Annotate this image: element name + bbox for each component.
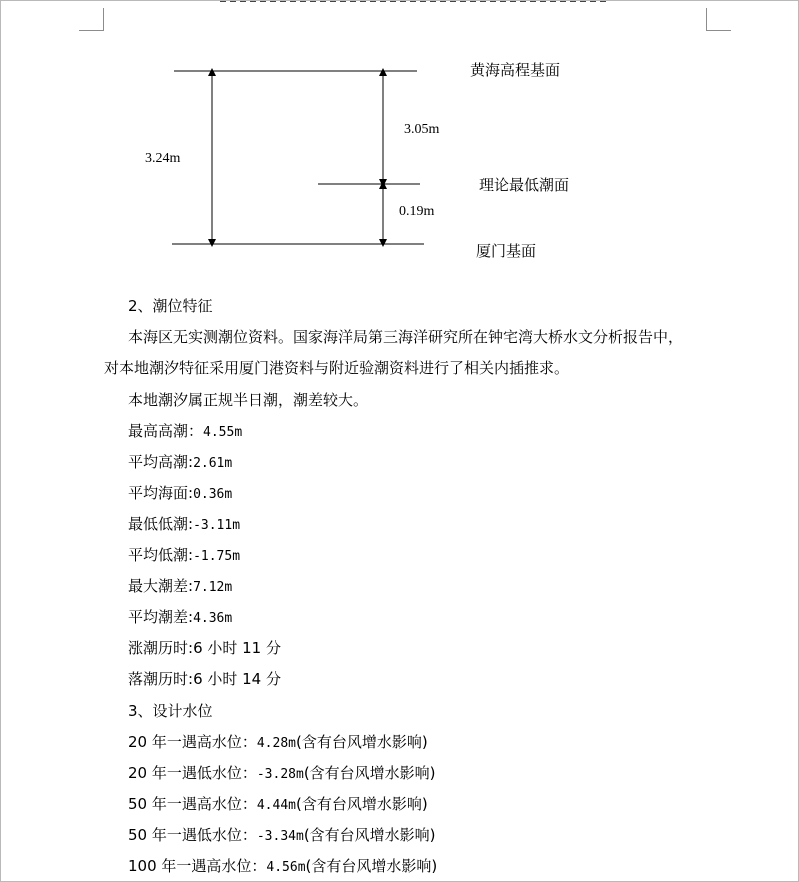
design-level-note: (含有台风增水影响): [303, 764, 436, 782]
duration-line: [128, 638, 281, 658]
design-level-note: (含有台风增水影响): [305, 857, 438, 875]
design-level-line: [128, 732, 428, 754]
stat-value: 0.36m: [193, 487, 233, 502]
section3-heading: 3、设计水位: [128, 702, 213, 720]
design-level-label: 50 年一遇高水位：: [128, 795, 257, 813]
stat-line: [128, 607, 232, 629]
datum-diagram: [0, 0, 799, 270]
lower-measure: 0.19m: [399, 204, 435, 219]
duration-label: 涨潮历时:: [128, 639, 194, 657]
stat-value: 4.36m: [193, 611, 233, 626]
design-level-value: 4.56m: [266, 860, 306, 875]
stat-line: [128, 483, 232, 505]
design-level-label: 100 年一遇高水位：: [128, 857, 267, 875]
paragraph-1-line-1: 本海区无实测潮位资料。国家海洋局第三海洋研究所在钟宅湾大桥水文分析报告中，: [128, 328, 684, 346]
design-level-line: [128, 856, 437, 878]
stat-line: [128, 452, 232, 474]
stat-value: 2.61m: [193, 456, 233, 471]
theoretical-low-label: 理论最低潮面: [479, 176, 570, 194]
design-level-line: [128, 825, 436, 847]
duration-value: 6 小时 11 分: [193, 639, 281, 657]
design-level-value: 4.44m: [256, 798, 296, 813]
paragraph-1-line-2: 对本地潮汐特征采用厦门港资料与附近验潮资料进行了相关内插推求。: [104, 359, 570, 377]
design-level-note: (含有台风增水影响): [296, 795, 428, 813]
stat-value: 7.12m: [193, 580, 233, 595]
xiamen-datum-label: 厦门基面: [476, 242, 537, 260]
yellow-sea-datum-label: 黄海高程基面: [470, 61, 561, 79]
stat-label: 最低低潮:: [128, 515, 194, 533]
datum-diagram-lines: [0, 0, 799, 270]
design-level-note: (含有台风增水影响): [303, 826, 436, 844]
design-level-value: -3.34m: [256, 829, 304, 844]
stat-line: [128, 421, 242, 443]
stat-line: [128, 545, 240, 567]
stat-value: 4.55m: [203, 425, 243, 440]
stat-label: 平均潮差:: [128, 608, 194, 626]
design-level-line: [128, 794, 428, 816]
duration-line: [128, 669, 281, 689]
stat-value: -3.11m: [193, 518, 241, 533]
duration-label: 落潮历时:: [128, 670, 194, 688]
total-measure: 3.24m: [145, 151, 181, 166]
design-level-note: (含有台风增水影响): [296, 733, 428, 751]
stat-label: 平均低潮:: [128, 546, 194, 564]
stat-label: 最大潮差:: [128, 577, 194, 595]
stat-value: -1.75m: [193, 549, 241, 564]
design-level-value: -3.28m: [256, 767, 304, 782]
paragraph-2: 本地潮汐属正规半日潮，潮差较大。: [128, 391, 369, 409]
duration-value: 6 小时 14 分: [193, 670, 281, 688]
design-level-label: 20 年一遇高水位：: [128, 733, 257, 751]
stat-line: [128, 576, 232, 598]
design-level-label: 20 年一遇低水位：: [128, 764, 257, 782]
stat-label: 平均高潮:: [128, 453, 194, 471]
stat-label: 平均海面:: [128, 484, 194, 502]
design-level-value: 4.28m: [256, 736, 296, 751]
stat-line: [128, 514, 240, 536]
section2-heading: 2、潮位特征: [128, 297, 213, 315]
design-level-label: 50 年一遇低水位：: [128, 826, 257, 844]
stat-label: 最高高潮：: [128, 422, 204, 440]
upper-measure: 3.05m: [404, 122, 440, 137]
design-level-line: [128, 763, 436, 785]
